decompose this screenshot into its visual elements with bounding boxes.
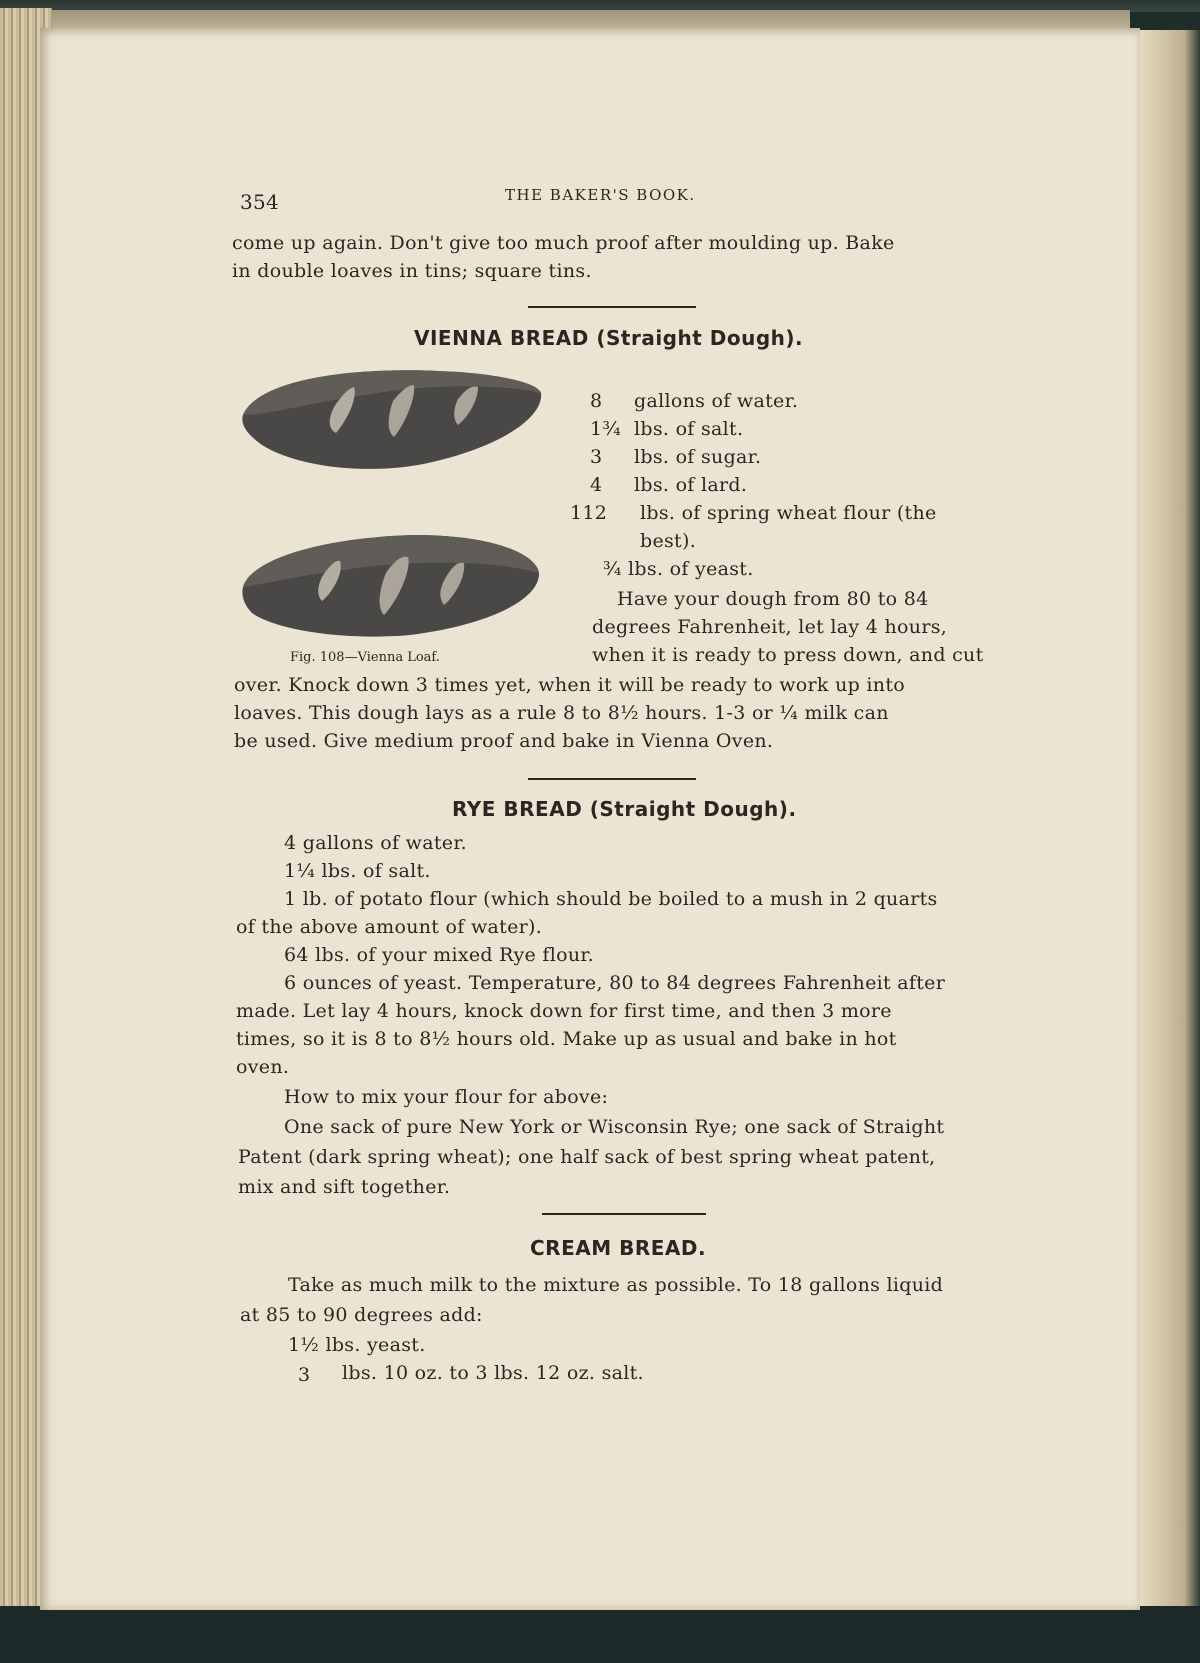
rye-line: 6 ounces of yeast. Temperature, 80 to 84 degrees Fahrenheit after: [284, 972, 946, 994]
rye-line: mix and sift together.: [238, 1176, 451, 1198]
running-title: THE BAKER'S BOOK.: [505, 186, 696, 204]
rye-line: times, so it is 8 to 8½ hours old. Make up as usual and bake in hot: [236, 1028, 897, 1050]
rye-bread-heading: RYE BREAD (Straight Dough).: [452, 797, 797, 821]
ingredient-continuation: best).: [640, 530, 697, 552]
ingredient-qty: 1¾: [590, 418, 622, 440]
vienna-loaf-illustration-top: [238, 365, 544, 472]
cream-qty: 3: [298, 1364, 311, 1386]
rye-line: made. Let lay 4 hours, knock down for first time, and then 3 more: [236, 1000, 892, 1022]
ingredient-text: gallons of water.: [634, 390, 799, 412]
rye-line: oven.: [236, 1056, 290, 1078]
vienna-narrow-line: when it is ready to press down, and cut: [592, 644, 984, 666]
rye-line: One sack of pure New York or Wisconsin Rye; one sack of Straight: [284, 1116, 945, 1138]
rye-line: 64 lbs. of your mixed Rye flour.: [284, 944, 594, 966]
ingredient-text: lbs. of sugar.: [634, 446, 762, 468]
page-edges-right: [1138, 30, 1200, 1610]
vienna-text-line: loaves. This dough lays as a rule 8 to 8½ hours. 1-3 or ¼ milk can: [234, 702, 889, 724]
cream-line: at 85 to 90 degrees add:: [240, 1304, 483, 1326]
ingredient-qty: 4: [590, 474, 603, 496]
cream-line: 1½ lbs. yeast.: [288, 1334, 426, 1356]
vienna-narrow-line: degrees Fahrenheit, let lay 4 hours,: [592, 616, 948, 638]
cream-bread-heading: CREAM BREAD.: [530, 1236, 707, 1260]
vienna-loaf-illustration-bottom: [240, 533, 542, 639]
rye-line: 4 gallons of water.: [284, 832, 467, 854]
ingredient-text: lbs. of lard.: [634, 474, 748, 496]
ingredient-qty: 112: [570, 502, 608, 524]
vienna-text-line: be used. Give medium proof and bake in Vienna Oven.: [234, 730, 774, 752]
vienna-bread-heading: VIENNA BREAD (Straight Dough).: [414, 326, 804, 350]
intro-line: in double loaves in tins; square tins.: [232, 260, 592, 282]
intro-line: come up again. Don't give too much proof after moulding up. Bake: [232, 232, 895, 254]
rye-line: Patent (dark spring wheat); one half sack of best spring wheat patent,: [238, 1146, 936, 1168]
book-cover-bottom: [0, 1606, 1200, 1663]
yeast-line: ¾ lbs. of yeast.: [603, 558, 754, 580]
ingredient-qty: 8: [590, 390, 603, 412]
rye-line: of the above amount of water).: [236, 916, 543, 938]
ingredient-text: lbs. of salt.: [634, 418, 744, 440]
section-divider: [528, 306, 696, 308]
figure-caption: Fig. 108—Vienna Loaf.: [290, 650, 440, 665]
cream-line: Take as much milk to the mixture as possible. To 18 gallons liquid: [288, 1274, 944, 1296]
ingredient-text: lbs. of spring wheat flour (the: [640, 502, 937, 524]
section-divider: [528, 778, 696, 780]
rye-line: How to mix your flour for above:: [284, 1086, 609, 1108]
cream-line: lbs. 10 oz. to 3 lbs. 12 oz. salt.: [342, 1362, 644, 1384]
section-divider: [542, 1213, 706, 1215]
vienna-text-line: over. Knock down 3 times yet, when it will be ready to work up into: [234, 674, 905, 696]
vienna-narrow-line: Have your dough from 80 to 84: [617, 588, 929, 610]
rye-line: 1¼ lbs. of salt.: [284, 860, 431, 882]
page-number: 354: [240, 190, 280, 214]
rye-line: 1 lb. of potato flour (which should be boiled to a mush in 2 quarts: [284, 888, 938, 910]
ingredient-qty: 3: [590, 446, 603, 468]
